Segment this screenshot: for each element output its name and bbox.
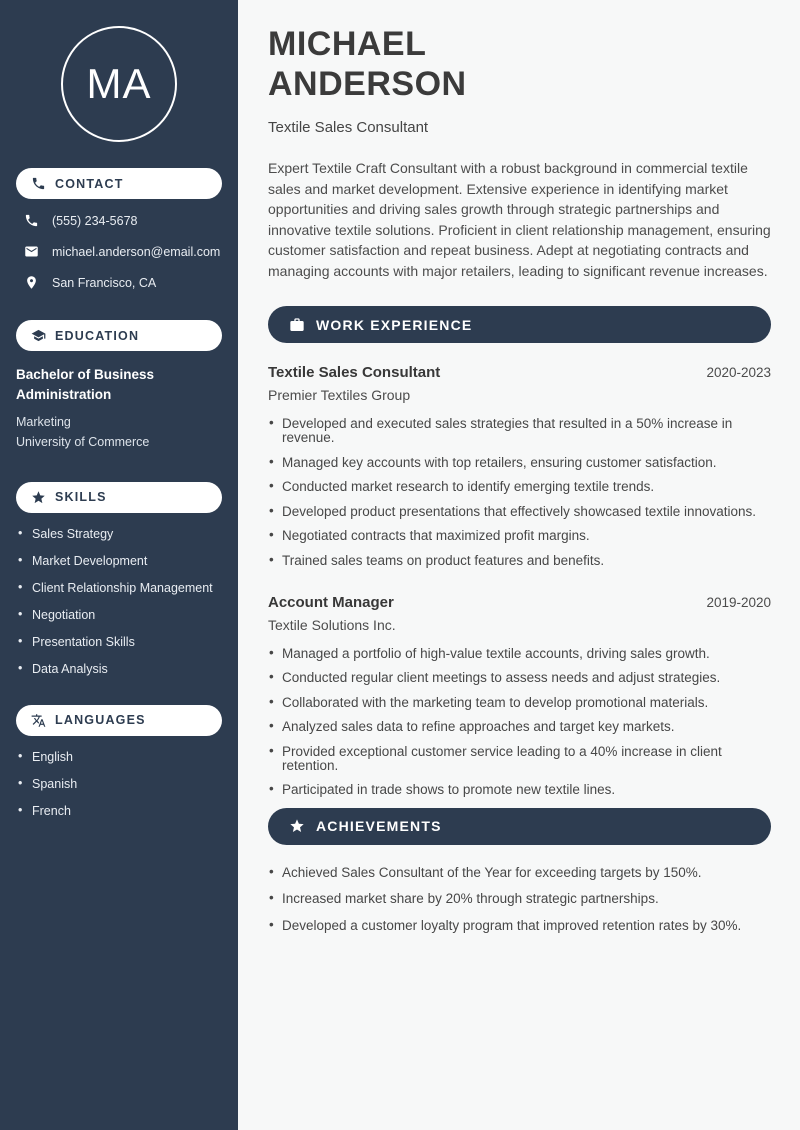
avatar xyxy=(16,26,222,142)
list-item: • Managed a portfolio of high-value textile accounts, driving sales growth. xyxy=(268,647,771,661)
contact-section-header xyxy=(16,168,222,199)
job-dates: 2019-2020 xyxy=(706,594,771,610)
name-line-1: MICHAEL xyxy=(268,25,427,63)
skills-section xyxy=(16,482,222,689)
languages-section-header xyxy=(16,705,222,736)
list-item: • Client Relationship Management xyxy=(18,581,222,595)
education-degree: Bachelor of Business Administration xyxy=(16,367,155,403)
education-section-header xyxy=(16,320,222,351)
languages-list xyxy=(18,750,222,818)
page-title xyxy=(268,24,771,104)
list-item: • Collaborated with the marketing team to develop promotional materials. xyxy=(268,696,771,710)
phone-icon xyxy=(24,213,39,228)
work-experience-title: WORK EXPERIENCE xyxy=(316,316,473,333)
job-company: Textile Solutions Inc. xyxy=(268,616,396,633)
location-icon xyxy=(24,275,39,290)
sidebar xyxy=(0,0,238,1130)
education-section xyxy=(16,320,222,452)
job-entry xyxy=(268,364,771,568)
resume-main xyxy=(238,0,800,1130)
skills-list xyxy=(18,527,222,676)
contact-phone-text: (555) 234-5678 xyxy=(52,213,138,228)
list-item: • Developed and executed sales strategies that resulted in a 50% increase in revenue. xyxy=(268,417,771,445)
star-icon xyxy=(289,818,305,834)
job-role: Account Manager xyxy=(268,593,394,611)
languages-section-title: LANGUAGES xyxy=(55,713,146,727)
list-item: • Analyzed sales data to refine approaches and target key markets. xyxy=(268,720,771,734)
list-item: • Presentation Skills xyxy=(18,635,222,649)
achievements-banner xyxy=(268,808,771,845)
languages-section xyxy=(16,705,222,831)
list-item: • Developed product presentations that effectively showcased textile innovations. xyxy=(268,505,771,519)
job-entry xyxy=(268,594,771,798)
list-item: • Market Development xyxy=(18,554,222,568)
name-line-2: ANDERSON xyxy=(268,65,467,103)
job-dates: 2020-2023 xyxy=(706,365,771,380)
education-field: Marketing xyxy=(16,414,71,429)
job-title: Textile Sales Consultant xyxy=(268,119,429,136)
list-item: • Managed key accounts with top retailers, ensuring customer satisfaction. xyxy=(268,456,771,470)
list-item: • Participated in trade shows to promote new textile lines. xyxy=(268,783,771,797)
list-item: • Developed a customer loyalty program that improved retention rates by 30%. xyxy=(268,919,771,933)
list-item: • Sales Strategy xyxy=(18,527,222,541)
job-role: Textile Sales Consultant xyxy=(268,364,441,381)
translate-icon xyxy=(31,713,46,728)
education-school: University of Commerce xyxy=(16,434,150,449)
briefcase-icon xyxy=(289,317,305,333)
education-section-title: EDUCATION xyxy=(55,328,140,343)
star-icon xyxy=(31,490,46,505)
list-item: • Provided exceptional customer service leading to a 40% increase in client retention. xyxy=(268,745,771,773)
work-experience-banner xyxy=(268,306,771,343)
mail-icon xyxy=(24,244,39,259)
list-item: • English xyxy=(18,750,222,764)
contact-location-text: San Francisco, CA xyxy=(52,275,157,290)
job-bullet-list xyxy=(268,647,771,798)
contact-section-title: CONTACT xyxy=(55,176,124,191)
list-item: • Negotiation xyxy=(18,608,222,622)
contact-phone xyxy=(24,213,222,228)
contact-location xyxy=(24,275,222,290)
summary-paragraph: Expert Textile Craft Consultant with a robust background in commercial textile sales and market development. Extensive experience in identifying market opportunities and driving sales growth through strategic partnerships and innovative textile solutions. Proficient in client relationship management, ensuring customer satisfaction and repeat business. Adept at negotiating contracts and managing accounts with major retailers, leading to significant revenue increases. xyxy=(268,160,771,279)
job-company: Premier Textiles Group xyxy=(268,387,411,403)
list-item: • Conducted market research to identify emerging textile trends. xyxy=(268,480,771,494)
list-item: • Trained sales teams on product features and benefits. xyxy=(268,554,771,568)
list-item: • Achieved Sales Consultant of the Year for exceeding targets by 150%. xyxy=(268,866,771,880)
contact-email xyxy=(24,244,222,259)
list-item: • Spanish xyxy=(18,777,222,791)
list-item: • Conducted regular client meetings to assess needs and adjust strategies. xyxy=(268,671,771,685)
list-item: • Data Analysis xyxy=(18,662,222,676)
skills-section-title: SKILLS xyxy=(55,490,107,504)
list-item: • Negotiated contracts that maximized profit margins. xyxy=(268,529,771,543)
contact-email-text: michael.anderson@email.com xyxy=(52,244,221,259)
list-item: • French xyxy=(18,804,222,818)
skills-section-header xyxy=(16,482,222,513)
graduation-cap-icon xyxy=(31,328,46,343)
phone-icon xyxy=(31,176,46,191)
achievements-title: ACHIEVEMENTS xyxy=(316,818,442,834)
list-item: • Increased market share by 20% through strategic partnerships. xyxy=(268,892,771,906)
job-bullet-list xyxy=(268,417,771,568)
avatar-initials: MA xyxy=(86,60,152,107)
achievements-list xyxy=(268,866,771,933)
